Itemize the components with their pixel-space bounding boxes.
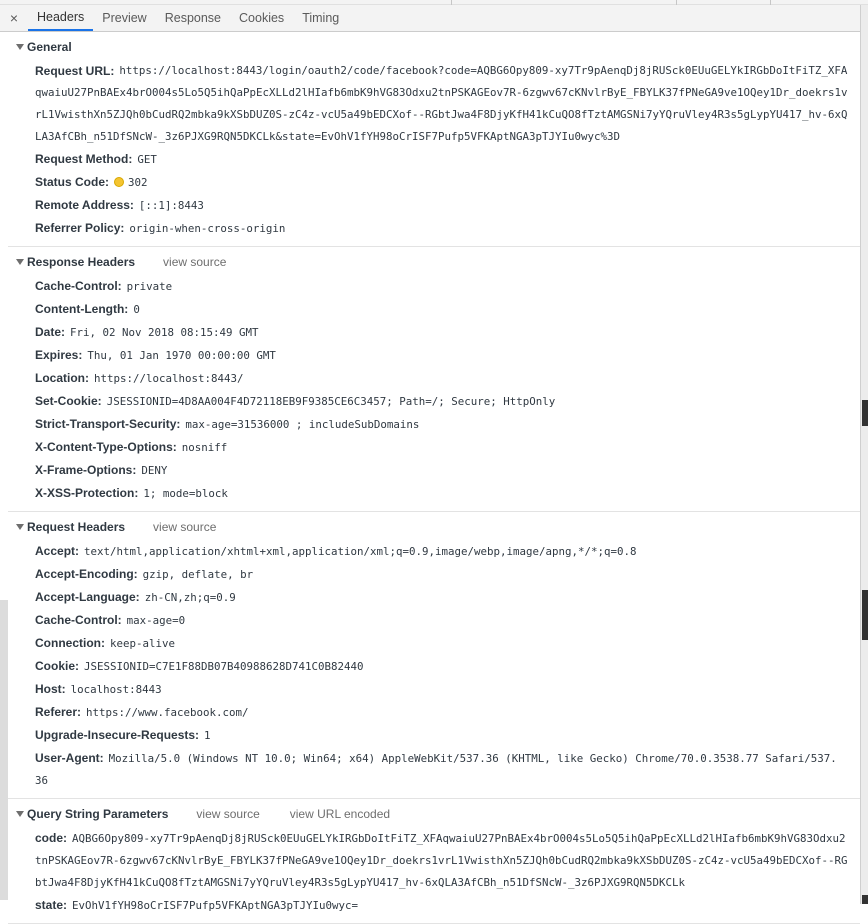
header-row — [35, 344, 860, 367]
param-row — [35, 827, 860, 850]
tab-timing[interactable]: Timing — [302, 11, 340, 25]
header-key: Host: — [35, 682, 66, 696]
header-key: Accept: — [35, 544, 80, 558]
header-value: origin-when-cross-origin — [129, 222, 286, 235]
url-line: LA3AfCBh_n51DfSNcW-_3z6PJXG9RQN5DKCLk&state=EvOhV1fYH98oCrISF7Pufp5VFKAptNGA3pTJYIu0wyc%3D — [35, 130, 621, 143]
header-value: Mozilla/5.0 (Windows NT 10.0; Win64; x64) AppleWebKit/537.36 (KHTML, like Gecko) Chrome/70.0.3538.77 Safari/537. — [108, 752, 837, 765]
header-value: text/html,application/xhtml+xml,application/xml;q=0.9,image/webp,image/apng,*/*;q=0.8 — [84, 545, 637, 558]
left-scrollbar[interactable] — [0, 600, 8, 900]
section-title: General — [27, 40, 72, 54]
section-title: Response Headers — [27, 255, 136, 269]
request-headers-toggle[interactable] — [8, 518, 860, 536]
header-key: User-Agent: — [35, 751, 104, 765]
header-key: Upgrade-Insecure-Requests: — [35, 728, 200, 742]
tab-preview[interactable]: Preview — [102, 11, 147, 25]
param-key: code: — [35, 831, 68, 845]
header-row — [35, 678, 860, 701]
header-value: DENY — [141, 464, 168, 477]
query-params-section — [8, 799, 860, 924]
header-value: gzip, deflate, br — [142, 568, 254, 581]
url-line: qwaiuU27PnBAEx4brO004s5Lo5Q5ihQaPpEcXLLd2lHIafb6mbK9hVG83Odxu2tnPSKAGEov7R-6zgwv67cKNvlrByE_FBYLK37fPNeGA9ve1OQey1Dr_doekrs1v — [35, 86, 848, 99]
header-key: Accept-Language: — [35, 590, 140, 604]
header-value: GET — [137, 153, 157, 166]
param-value: AQBG6Opy809-xy7Tr9pAenqDj8jRUSck0EUuGELYkIRGbDoItFiTZ_XFAqwaiuU27PnBAEx4brO004s5Lo5Q5ihQaPpEcXLLd2lHIafb6mbK9hVG83Odxu2 — [72, 832, 846, 845]
collapse-triangle-icon — [16, 524, 24, 530]
view-source-link[interactable]: view source — [153, 520, 217, 534]
request-url-row — [35, 60, 860, 82]
header-value: 0 — [133, 303, 140, 316]
header-key: X-Content-Type-Options: — [35, 440, 177, 454]
header-value: https://www.facebook.com/ — [86, 706, 249, 719]
close-icon[interactable]: × — [9, 10, 19, 26]
header-value: keep-alive — [110, 637, 176, 650]
header-row — [35, 275, 860, 298]
header-value: max-age=0 — [126, 614, 186, 627]
header-row — [35, 701, 860, 724]
header-value: localhost:8443 — [70, 683, 162, 696]
header-key: Strict-Transport-Security: — [35, 417, 181, 431]
param-key: state: — [35, 898, 68, 912]
status-dot-icon — [114, 177, 124, 187]
request-headers-section — [8, 512, 860, 799]
status-code-value: 302 — [128, 176, 148, 189]
header-row — [35, 390, 860, 413]
header-value: [::1]:8443 — [138, 199, 204, 212]
header-key: Request Method: — [35, 152, 133, 166]
header-value: Fri, 02 Nov 2018 08:15:49 GMT — [70, 326, 259, 339]
panel-marker — [862, 400, 868, 426]
header-row — [35, 540, 860, 563]
header-row — [35, 298, 860, 321]
header-row — [35, 563, 860, 586]
header-key: Cache-Control: — [35, 613, 122, 627]
tab-headers[interactable]: Headers — [28, 5, 93, 31]
collapse-triangle-icon — [16, 259, 24, 265]
url-line: https://localhost:8443/login/oauth2/code/facebook?code=AQBG6Opy809-xy7Tr9pAenqDj8jRUSck0EUuGELYkIRGbDoItFiTZ_XFA — [119, 64, 848, 77]
network-detail-tabbar — [0, 5, 860, 32]
right-side-panel — [860, 5, 868, 904]
request-url-value — [119, 60, 847, 82]
header-value: 1 — [204, 729, 211, 742]
header-key: Date: — [35, 325, 66, 339]
section-title: Request Headers — [27, 520, 126, 534]
header-key: Accept-Encoding: — [35, 567, 138, 581]
header-key: Status Code: — [35, 175, 110, 189]
param-value-continuation: btJwa4F8DjyKfH41kCuQO8fTztAMGSNi7yYQruVley4R3s5gLypYU417_hv-6xQLA3AfCBh_n51DfSNcW-_3z6PJXG9RQN5DKCLk — [35, 876, 686, 889]
header-row — [35, 321, 860, 344]
header-value: 1; mode=block — [143, 487, 228, 500]
header-row — [35, 482, 860, 505]
header-key: Cache-Control: — [35, 279, 122, 293]
header-key: Remote Address: — [35, 198, 134, 212]
header-key: Location: — [35, 371, 89, 385]
header-key: Request URL: — [35, 64, 115, 78]
header-key: Expires: — [35, 348, 83, 362]
url-line: rL1VwisthXn5ZJQh0bCudRQ2mbka9kXSbDUZ0S-zC4z-vcU5a49bEDCXof--RGbtJwa4F8DjyKfH41kCuQO8fTztAMGSNi7yYQruVley4R3s5gLypYU417_hv-6xQ — [35, 108, 848, 121]
general-section-toggle[interactable] — [8, 38, 860, 56]
header-row — [35, 747, 860, 770]
param-value: EvOhV1fYH98oCrISF7Pufp5VFKAptNGA3pTJYIu0wyc= — [72, 899, 359, 912]
header-key: Set-Cookie: — [35, 394, 102, 408]
header-row — [35, 217, 860, 240]
header-row — [35, 724, 860, 747]
header-value: https://localhost:8443/ — [94, 372, 244, 385]
header-row — [35, 148, 860, 171]
header-value-continuation: 36 — [35, 774, 49, 787]
tab-cookies[interactable]: Cookies — [239, 11, 285, 25]
collapse-triangle-icon — [16, 811, 24, 817]
panel-marker — [862, 590, 868, 640]
param-row — [35, 894, 860, 917]
header-key: Cookie: — [35, 659, 80, 673]
header-row — [35, 586, 860, 609]
tab-response[interactable]: Response — [164, 11, 222, 25]
collapse-triangle-icon — [16, 44, 24, 50]
header-value: zh-CN,zh;q=0.9 — [144, 591, 236, 604]
section-title: Query String Parameters — [27, 807, 169, 821]
header-key: Connection: — [35, 636, 105, 650]
header-value: JSESSIONID=C7E1F88DB07B40988628D741C0B82440 — [84, 660, 364, 673]
header-key: X-XSS-Protection: — [35, 486, 139, 500]
param-value-continuation: tnPSKAGEov7R-6zgwv67cKNvlrByE_FBYLK37fPNeGA9ve1OQey1Dr_doekrs1vrL1VwisthXn5ZJQh0bCudRQ2mbka9kXSbDUZ0S-zC4z-vcU5a49bEDCXof--RG — [35, 854, 848, 867]
query-params-toggle[interactable] — [8, 805, 860, 823]
header-value: JSESSIONID=4D8AA004F4D72118EB9F9385CE6C3457; Path=/; Secure; HttpOnly — [106, 395, 556, 408]
header-row — [35, 459, 860, 482]
header-row — [35, 194, 860, 217]
header-row — [35, 413, 860, 436]
response-headers-section — [8, 247, 860, 512]
headers-panel — [8, 32, 860, 912]
panel-marker — [862, 895, 868, 904]
header-row — [35, 655, 860, 678]
view-source-link[interactable]: view source — [163, 255, 227, 269]
header-row — [35, 609, 860, 632]
header-key: Content-Length: — [35, 302, 129, 316]
view-source-link[interactable]: view source — [196, 807, 260, 821]
response-headers-toggle[interactable] — [8, 253, 860, 271]
header-key: Referrer Policy: — [35, 221, 125, 235]
header-value: Thu, 01 Jan 1970 00:00:00 GMT — [87, 349, 276, 362]
header-row — [35, 436, 860, 459]
header-row — [35, 632, 860, 655]
view-url-encoded-link[interactable]: view URL encoded — [289, 807, 391, 821]
header-value: max-age=31536000 ; includeSubDomains — [185, 418, 420, 431]
header-value: private — [126, 280, 173, 293]
general-section — [8, 32, 860, 247]
header-key: Referer: — [35, 705, 82, 719]
header-row — [35, 171, 860, 194]
header-row — [35, 367, 860, 390]
header-value: nosniff — [181, 441, 228, 454]
header-key: X-Frame-Options: — [35, 463, 137, 477]
